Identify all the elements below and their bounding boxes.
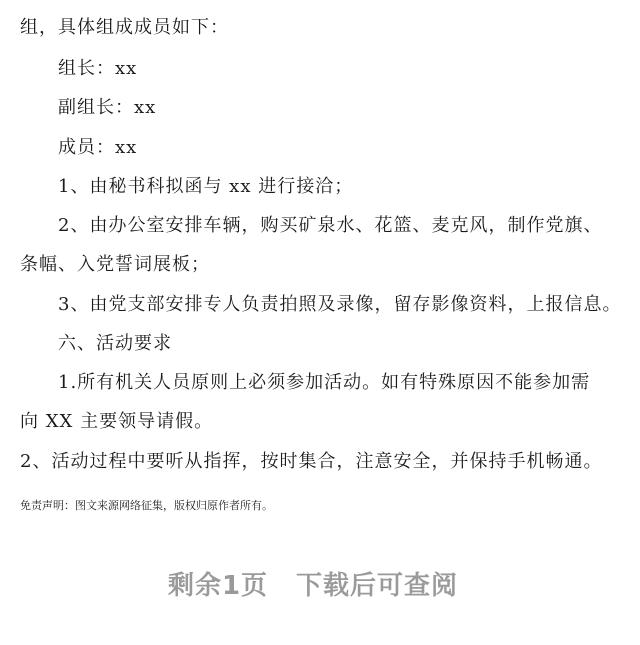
list-item: 2、由办公室安排车辆，购买矿泉水、花篮、麦克风，制作党旗、 [58,215,603,236]
deputy-leader-line: 副组长：xx [58,97,157,118]
paragraph-line: 组，具体组成成员如下： [20,17,229,38]
list-item: 1、由秘书科拟函与 xx 进行接洽； [58,176,354,197]
members-line: 成员：xx [58,137,138,158]
list-item: 3、由党支部安排专人负责拍照及录像，留存影像资料，上报信息。 [58,294,622,315]
list-item-continuation: 条幅、入党誓词展板； [20,254,210,275]
remaining-pages-label: 剩余1页 [167,571,269,601]
download-to-read-label: 下载后可查阅 [296,571,459,601]
section-heading: 六、活动要求 [58,333,172,354]
read-more-banner[interactable] [0,565,626,602]
disclaimer-text: 免责声明：图文来源网络征集，版权归原作者所有。 [20,499,273,512]
list-item-continuation: 向 XX 主要领导请假。 [20,411,214,432]
list-item: 2、活动过程中要听从指挥，按时集合，注意安全，并保持手机畅通。 [20,451,603,472]
list-item: 1.所有机关人员原则上必须参加活动。如有特殊原因不能参加需 [58,372,591,393]
group-leader-line: 组长：xx [58,58,138,79]
